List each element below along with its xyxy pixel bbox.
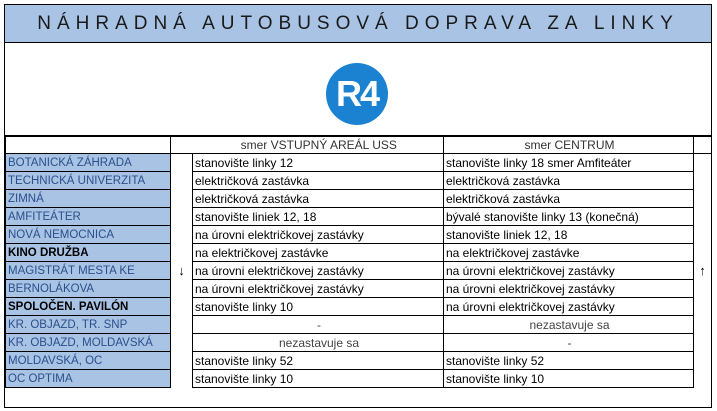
stop-name: NOVÁ NEMOCNICA	[6, 226, 171, 244]
stop-name: MAGISTRÁT MESTA KE	[6, 262, 171, 280]
direction-a-cell: na úrovni električkovej zastávky	[193, 262, 444, 280]
stops-table	[5, 136, 712, 388]
direction-a-cell: stanovište linky 10	[193, 298, 444, 316]
table-row	[6, 334, 712, 352]
direction-b-cell: -	[444, 334, 694, 352]
direction-b-cell: nezastavuje sa	[444, 316, 694, 334]
direction-b-cell: bývalé stanovište linky 13 (konečná)	[444, 208, 694, 226]
direction-b-header: smer CENTRUM	[444, 137, 694, 154]
table-row	[6, 208, 712, 226]
stop-name: BOTANICKÁ ZÁHRADA	[6, 154, 171, 172]
table-row	[6, 298, 712, 316]
table-row	[6, 352, 712, 370]
stop-name: AMFITEÁTER	[6, 208, 171, 226]
stop-name: OC OPTIMA	[6, 370, 171, 388]
table-row	[6, 172, 712, 190]
direction-a-cell: električková zastávka	[193, 172, 444, 190]
stop-name: ZIMNÁ	[6, 190, 171, 208]
direction-a-cell: na úrovni električkovej zastávky	[193, 226, 444, 244]
direction-a-cell: stanovište linky 52	[193, 352, 444, 370]
direction-b-cell: stanovište linky 10	[444, 370, 694, 388]
route-logo: R4	[326, 63, 388, 125]
table-row	[6, 280, 712, 298]
direction-b-cell: stanovište linky 18 smer Amfiteáter	[444, 154, 694, 172]
table-row	[6, 244, 712, 262]
stop-name: KINO DRUŽBA	[6, 244, 171, 262]
table-row	[6, 190, 712, 208]
page-title: NÁHRADNÁ AUTOBUSOVÁ DOPRAVA ZA LINKY	[5, 5, 711, 43]
arrow-cell-right	[694, 154, 712, 388]
down-arrow-icon: ↓	[178, 263, 185, 279]
stop-name: BERNOLÁKOVA	[6, 280, 171, 298]
direction-b-cell: električková zastávka	[444, 190, 694, 208]
direction-b-cell: stanovište liniek 12, 18	[444, 226, 694, 244]
up-arrow-icon: ↑	[699, 263, 706, 279]
direction-a-cell: na úrovni električkovej zastávky	[193, 280, 444, 298]
direction-a-cell: stanovište linky 12	[193, 154, 444, 172]
logo-area	[5, 43, 711, 136]
stop-name: KR. OBJAZD, MOLDAVSKÁ	[6, 334, 171, 352]
arrow-cell-left	[171, 154, 193, 388]
stop-name: SPOLOČEN. PAVILÓN	[6, 298, 171, 316]
direction-b-cell: na úrovni električkovej zastávky	[444, 262, 694, 280]
direction-a-cell: nezastavuje sa	[193, 334, 444, 352]
table-row	[6, 316, 712, 334]
stop-name: TECHNICKÁ UNIVERZITA	[6, 172, 171, 190]
header-arrow-blank	[171, 137, 193, 154]
table-row	[6, 226, 712, 244]
direction-a-cell: -	[193, 316, 444, 334]
direction-a-cell: električková zastávka	[193, 190, 444, 208]
direction-a-cell: na električkovej zastávke	[193, 244, 444, 262]
table-row	[6, 154, 712, 172]
header-blank	[6, 137, 171, 154]
direction-a-cell: stanovište liniek 12, 18	[193, 208, 444, 226]
stop-name: KR. OBJAZD, TR. SNP	[6, 316, 171, 334]
direction-a-cell: stanovište linky 10	[193, 370, 444, 388]
table-row	[6, 262, 712, 280]
table-header-row	[6, 137, 712, 154]
direction-b-cell: na úrovni električkovej zastávky	[444, 280, 694, 298]
direction-b-cell: električková zastávka	[444, 172, 694, 190]
direction-b-cell: stanovište linky 52	[444, 352, 694, 370]
direction-a-header: smer VSTUPNÝ AREÁL USS	[193, 137, 444, 154]
table-row	[6, 370, 712, 388]
schedule-frame	[4, 4, 712, 408]
header-arrow-blank-right	[694, 137, 712, 154]
direction-b-cell: na úrovni električkovej zastávky	[444, 298, 694, 316]
stop-name: MOLDAVSKÁ, OC	[6, 352, 171, 370]
direction-b-cell: na električkovej zastávke	[444, 244, 694, 262]
